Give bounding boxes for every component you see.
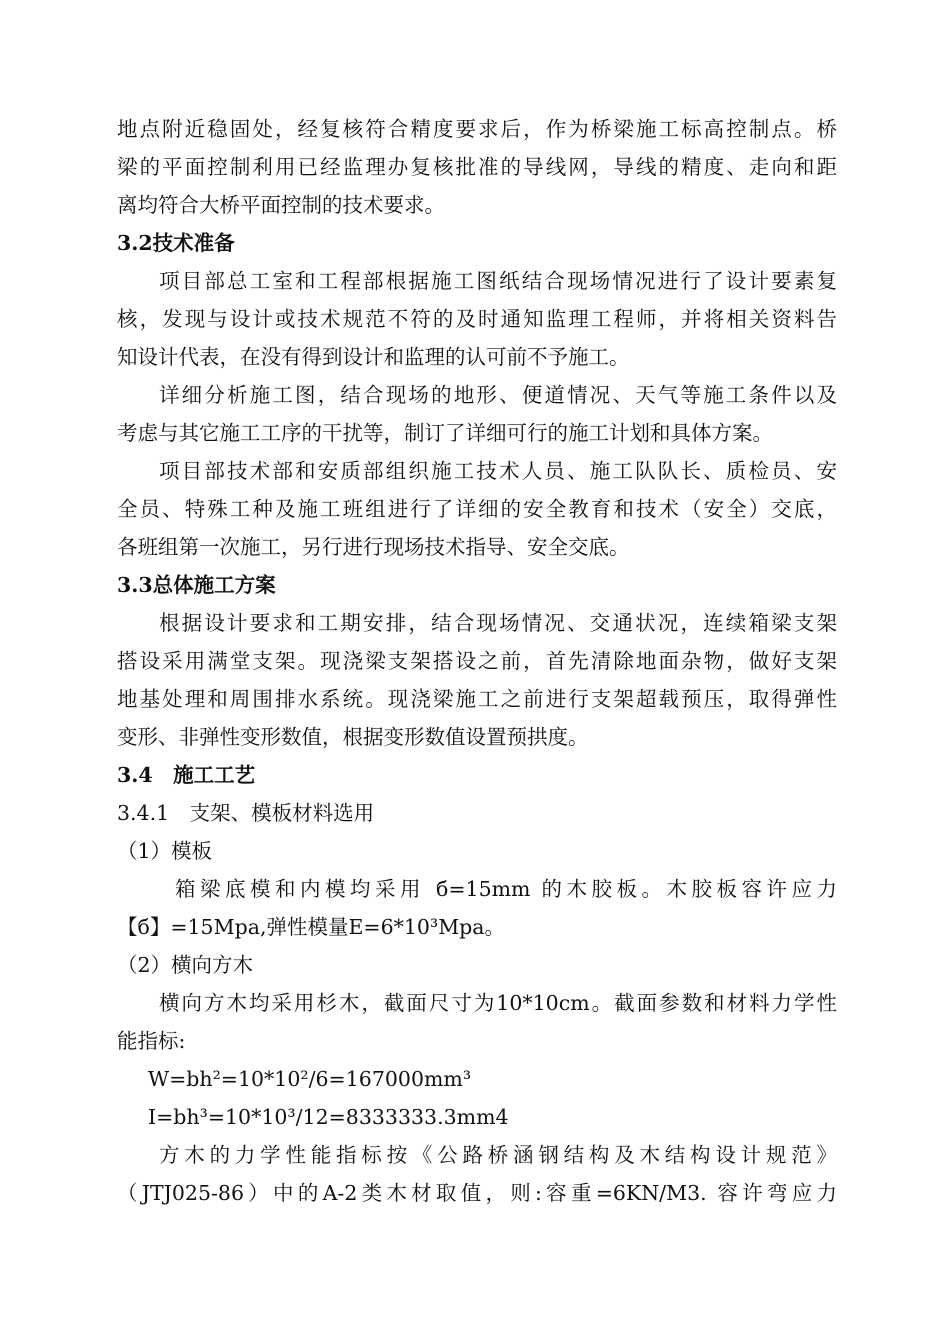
paragraph-line: 横向方木均采用杉木，截面尺寸为10*10cm。截面参数和材料力学性 bbox=[159, 991, 837, 1015]
paragraph-line: 地点附近稳固处，经复核符合精度要求后，作为桥梁施工标高控制点。桥 bbox=[117, 117, 837, 141]
paragraph-line: 离均符合大桥平面控制的技术要求。 bbox=[117, 193, 445, 217]
paragraph-line: 搭设采用满堂支架。现浇梁支架搭设之前，首先清除地面杂物，做好支架 bbox=[117, 649, 837, 673]
paragraph-line: 知设计代表，在没有得到设计和监理的认可前不予施工。 bbox=[117, 345, 630, 369]
section-heading-3-2: 3.2技术准备 bbox=[117, 231, 235, 255]
paragraph-line: 方木的力学性能指标按《公路桥涵钢结构及木结构设计规范》 bbox=[159, 1143, 837, 1167]
section-heading-3-3: 3.3总体施工方案 bbox=[117, 573, 276, 597]
item-heading-formwork: （1）模板 bbox=[117, 839, 213, 863]
paragraph-line: 项目部技术部和安质部组织施工技术人员、施工队队长、质检员、安 bbox=[159, 459, 837, 483]
section-heading-3-4: 3.4 施工工艺 bbox=[117, 763, 256, 787]
paragraph-line: 箱梁底模和内模均采用 б=15mm 的木胶板。木胶板容许应力 bbox=[175, 877, 837, 901]
paragraph-line: 考虑与其它施工工序的干扰等，制订了详细可行的施工计划和具体方案。 bbox=[117, 421, 773, 445]
paragraph-line: 能指标: bbox=[117, 1029, 186, 1053]
paragraph-line: 根据设计要求和工期安排，结合现场情况、交通状况，连续箱梁支架 bbox=[159, 611, 837, 635]
formula-line: I=bh³=10*10³/12=8333333.3mm4 bbox=[148, 1105, 509, 1129]
paragraph-line: 项目部总工室和工程部根据施工图纸结合现场情况进行了设计要素复 bbox=[159, 269, 837, 293]
item-heading-transverse-timber: （2）横向方木 bbox=[117, 953, 254, 977]
formula-line: W=bh²=10*10²/6=167000mm³ bbox=[148, 1067, 472, 1091]
paragraph-line: 核，发现与设计或技术规范不符的及时通知监理工程师，并将相关资料告 bbox=[117, 307, 837, 331]
paragraph-line: （JTJ025-86）中的A-2类木材取值，则:容重=6KN/M3. 容许弯应力 bbox=[117, 1181, 837, 1205]
paragraph-line: 梁的平面控制利用已经监理办复核批准的导线网，导线的精度、走向和距 bbox=[117, 155, 837, 179]
paragraph-line: 全员、特殊工种及施工班组进行了详细的安全教育和技术（安全）交底， bbox=[117, 497, 837, 521]
paragraph-line: 地基处理和周围排水系统。现浇梁施工之前进行支架超载预压，取得弹性 bbox=[117, 687, 837, 711]
paragraph-line: 变形、非弹性变形数值，根据变形数值设置预拱度。 bbox=[117, 725, 589, 749]
paragraph-line: 各班组第一次施工，另行进行现场技术指导、安全交底。 bbox=[117, 535, 630, 559]
subsection-heading-3-4-1: 3.4.1 支架、模板材料选用 bbox=[117, 801, 375, 825]
paragraph-line: 【б】=15Mpa,弹性模量E=6*10³Mpa。 bbox=[117, 915, 506, 939]
paragraph-line: 详细分析施工图，结合现场的地形、便道情况、天气等施工条件以及 bbox=[159, 383, 837, 407]
